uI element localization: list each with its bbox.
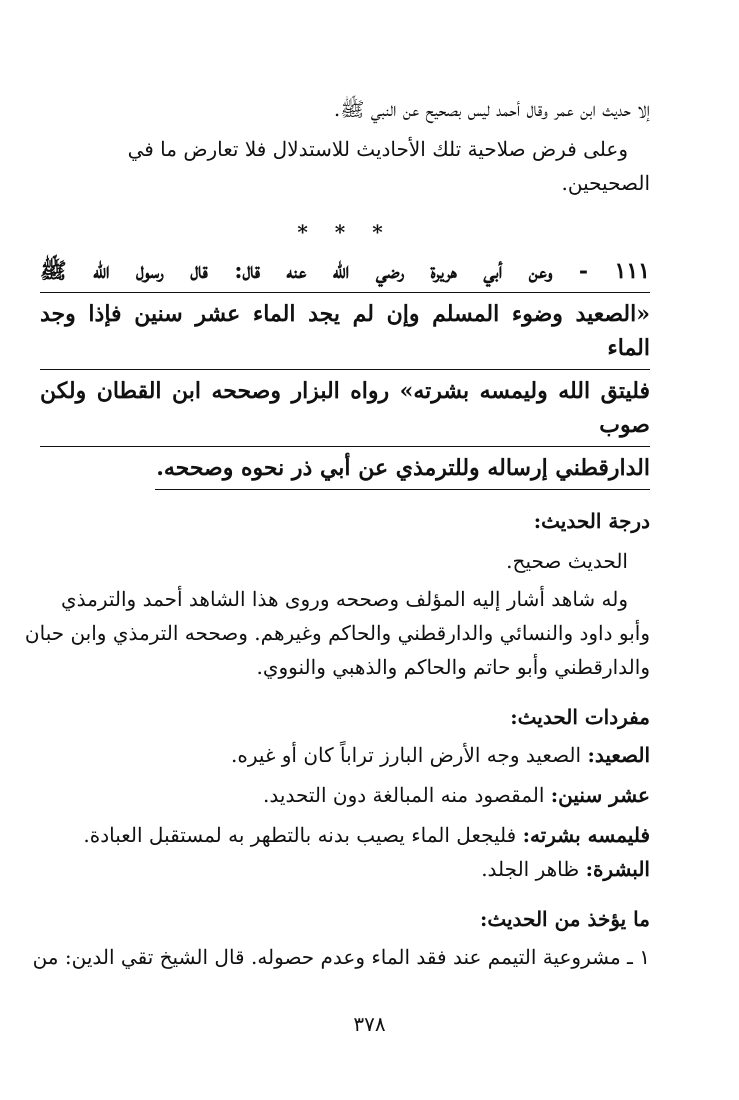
lessons-item-1: ١ ـ مشروعية التيمم عند فقد الماء وعدم حصوله. قال الشيخ تقي الدين: من: [32, 945, 650, 969]
page-number: ٣٧٨: [353, 1012, 386, 1036]
page-body: [24, 92, 650, 974]
top-paragraph-line-1: إلا حديث ابن عمر وقال أحمد ليس بصحيح عن النبي ﷺ.: [333, 97, 650, 121]
hadith-line-2: «الصعيد وضوء المسلم وإن لم يجد الماء عشر سنين فإذا وجد الماء: [40, 297, 650, 370]
vocab-term: البشرة:: [585, 857, 650, 881]
grade-verdict: الحديث صحيح.: [506, 549, 628, 573]
vocab-item-1: [40, 738, 650, 772]
grade-heading: درجة الحديث:: [533, 509, 650, 533]
grade-paragraph-line-2: وأبو داود والنسائي والدارقطني والحاكم وغيرهم. وصححه الترمذي وابن حبان: [24, 621, 650, 645]
hadith-text-block: [40, 254, 650, 490]
vocab-item-3: [40, 818, 650, 852]
top-paragraph-line-2: وعلى فرض صلاحية تلك الأحاديث للاستدلال فلا تعارض ما في: [127, 137, 628, 161]
section-separator: * * *: [297, 220, 393, 244]
vocab-heading: مفردات الحديث:: [510, 705, 650, 729]
hadith-line-3: فليتق الله وليمسه بشرته» رواه البزار وصححه ابن القطان ولكن صوب: [40, 374, 650, 447]
vocab-term: عشر سنين:: [550, 783, 650, 807]
vocab-item-4: [40, 852, 650, 886]
vocab-item-2: [40, 778, 650, 812]
lessons-heading: ما يؤخذ من الحديث:: [479, 907, 650, 931]
hadith-line-1: ١١١ - وعن أبي هريرة رضي الله عنه قال: قال رسول الله ﷺ: [40, 254, 650, 293]
vocab-term: فليمسه بشرته:: [522, 823, 650, 847]
vocab-definition: الصعيد وجه الأرض البارز تراباً كان أو غيره.: [231, 743, 582, 767]
grade-paragraph-line-3: والدارقطني وأبو حاتم والحاكم والذهبي والنووي.: [256, 655, 650, 679]
hadith-line-4: الدارقطني إرساله وللترمذي عن أبي ذر نحوه وصححه.: [155, 451, 650, 490]
vocab-definition: المقصود منه المبالغة دون التحديد.: [263, 783, 545, 807]
vocab-definition: فليجعل الماء يصيب بدنه بالتطهر به لمستقبل العبادة.: [83, 823, 517, 847]
grade-paragraph-line-1: وله شاهد أشار إليه المؤلف وصححه وروى هذا الشاهد أحمد والترمذي: [60, 587, 628, 611]
top-paragraph-line-3: الصحيحين.: [561, 171, 650, 195]
vocab-term: الصعيد:: [587, 743, 650, 767]
vocab-definition: ظاهر الجلد.: [481, 857, 580, 881]
